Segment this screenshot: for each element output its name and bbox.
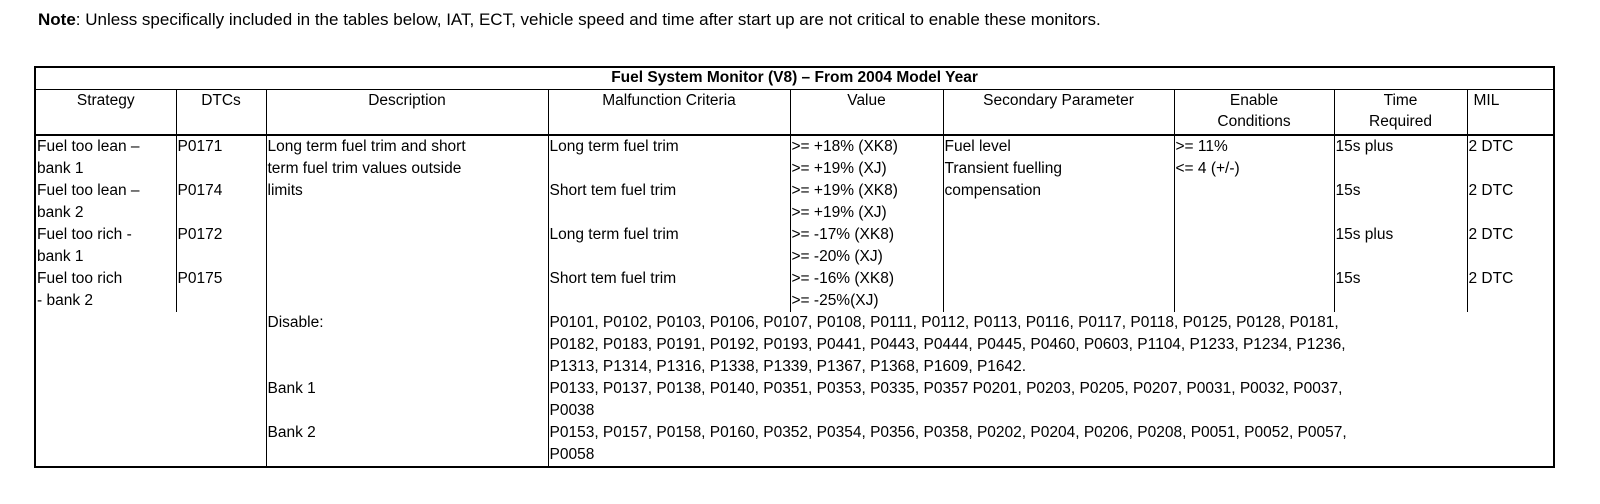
table-title: Fuel System Monitor (V8) – From 2004 Model Year: [35, 67, 1554, 90]
strategy-line: Fuel too rich -: [37, 226, 132, 243]
header-time-line2: Required: [1369, 113, 1432, 130]
header-malfunction-criteria: Malfunction Criteria: [548, 90, 790, 136]
strategy-line: Fuel too lean –: [37, 138, 140, 155]
threshold-value: >= -20% (XJ): [791, 248, 883, 265]
description-line: limits: [267, 182, 303, 199]
malfunction-criteria: Long term fuel trim: [549, 226, 679, 243]
mil-value: 2 DTC: [1468, 182, 1514, 199]
disable-row: [35, 312, 1554, 378]
strategy-cell: [35, 135, 176, 312]
mil-value: 2 DTC: [1468, 270, 1514, 287]
header-time-line1: Time: [1383, 92, 1418, 109]
threshold-value: >= -25%(XJ): [791, 292, 879, 309]
description-cell: [266, 135, 548, 312]
bank1-dtc-list: [548, 378, 1554, 422]
bank1-dtc-line: P0038: [549, 402, 595, 419]
dtc-cell: [176, 135, 266, 312]
dtc-code: P0172: [177, 226, 223, 243]
bank2-row: [35, 422, 1554, 467]
bank2-dtc-line: P0153, P0157, P0158, P0160, P0352, P0354, P0356, P0358, P0202, P0204, P0206, P0208, P0051, P0052, P0057,: [549, 424, 1347, 441]
malfunction-cell: [548, 135, 790, 312]
threshold-value: >= +19% (XJ): [791, 160, 887, 177]
note-body: : Unless specifically included in the tables below, IAT, ECT, vehicle speed and time after start up are not critical to enable these monitors.: [75, 10, 1101, 29]
mil-cell: [1467, 135, 1554, 312]
strategy-line: bank 1: [37, 160, 84, 177]
description-line: term fuel trim values outside: [267, 160, 462, 177]
time-required: 15s: [1335, 270, 1361, 287]
bank2-dtc-line: P0058: [549, 446, 595, 463]
table-row: [35, 135, 1554, 312]
strategy-line: bank 2: [37, 204, 84, 221]
strategy-line: - bank 2: [37, 292, 94, 309]
description-line: Long term fuel trim and short: [267, 138, 466, 155]
malfunction-criteria: Short tem fuel trim: [549, 182, 677, 199]
threshold-value: >= -16% (XK8): [791, 270, 895, 287]
dtc-code: P0174: [177, 182, 223, 199]
header-dtcs: DTCs: [176, 90, 266, 136]
note-text: [38, 9, 1101, 31]
header-mil: MIL: [1467, 90, 1554, 136]
strategy-line: Fuel too lean –: [37, 182, 140, 199]
time-required: 15s: [1335, 182, 1361, 199]
malfunction-criteria: Long term fuel trim: [549, 138, 679, 155]
dtc-code: P0175: [177, 270, 223, 287]
header-enable-conditions: [1174, 90, 1334, 136]
disable-dtc-line: P0182, P0183, P0191, P0192, P0193, P0441, P0443, P0444, P0445, P0460, P0603, P1104, P1233, P1234, P1236,: [549, 336, 1346, 353]
bank1-label: Bank 1: [266, 378, 548, 422]
header-enable-line1: Enable: [1229, 92, 1279, 109]
value-cell: [790, 135, 943, 312]
time-required: 15s plus: [1335, 138, 1394, 155]
header-strategy: Strategy: [35, 90, 176, 136]
secondary-parameter: Transient fuelling: [944, 160, 1062, 177]
malfunction-criteria: Short tem fuel trim: [549, 270, 677, 287]
note-label: Note: [38, 10, 76, 29]
header-secondary-parameter: Secondary Parameter: [943, 90, 1174, 136]
bank2-dtc-list: [548, 422, 1554, 467]
mil-value: 2 DTC: [1468, 138, 1514, 155]
mil-value: 2 DTC: [1468, 226, 1514, 243]
strategy-line: bank 1: [37, 248, 84, 265]
time-required: 15s plus: [1335, 226, 1394, 243]
bank1-row: [35, 378, 1554, 422]
bank2-label: Bank 2: [266, 422, 548, 467]
enable-condition: <= 4 (+/-): [1175, 160, 1240, 177]
disable-dtc-line: P0101, P0102, P0103, P0106, P0107, P0108, P0111, P0112, P0113, P0116, P0117, P0118, P0125, P0128, P0181,: [549, 314, 1339, 331]
dtc-code: P0171: [177, 138, 223, 155]
disable-label: Disable:: [266, 312, 548, 378]
strategy-line: Fuel too rich: [37, 270, 123, 287]
threshold-value: >= -17% (XK8): [791, 226, 895, 243]
disable-dtc-list: [548, 312, 1554, 378]
header-description: Description: [266, 90, 548, 136]
threshold-value: >= +18% (XK8): [791, 138, 898, 155]
time-cell: [1334, 135, 1467, 312]
enable-condition: >= 11%: [1175, 138, 1228, 155]
enable-cell: [1174, 135, 1334, 312]
threshold-value: >= +19% (XK8): [791, 182, 898, 199]
bank1-dtc-line: P0133, P0137, P0138, P0140, P0351, P0353, P0335, P0357 P0201, P0203, P0205, P0207, P0031, P0032, P0037,: [549, 380, 1343, 397]
secondary-parameter: Fuel level: [944, 138, 1011, 155]
disable-dtc-line: P1313, P1314, P1316, P1338, P1339, P1367, P1368, P1609, P1642.: [549, 358, 1027, 375]
header-value: Value: [790, 90, 943, 136]
header-enable-line2: Conditions: [1217, 113, 1291, 130]
secondary-parameter: compensation: [944, 182, 1042, 199]
header-time-required: [1334, 90, 1467, 136]
fuel-system-monitor-table: [34, 66, 1555, 468]
threshold-value: >= +19% (XJ): [791, 204, 887, 221]
secondary-cell: [943, 135, 1174, 312]
